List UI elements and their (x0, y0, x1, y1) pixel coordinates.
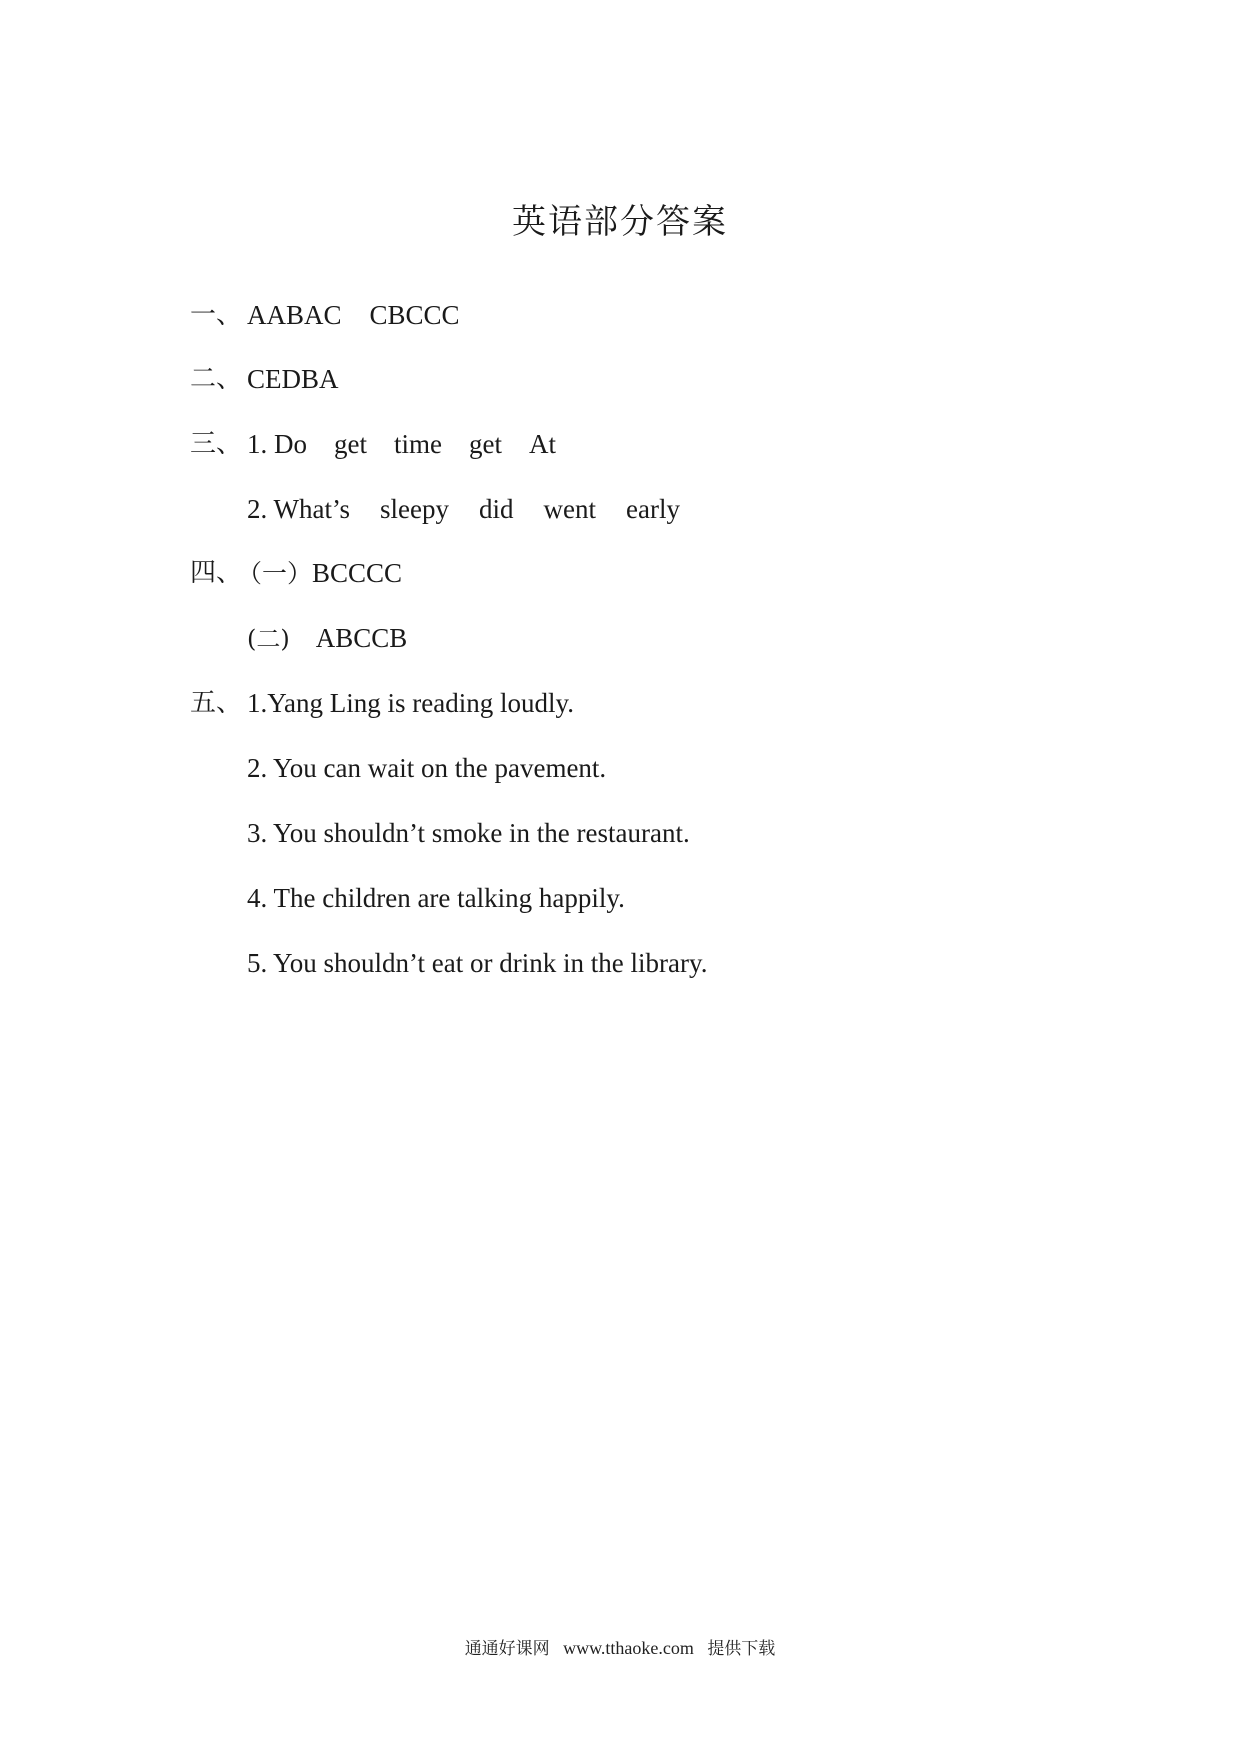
answer-word: 2. What’s (247, 494, 350, 524)
footer (0, 1634, 1240, 1659)
answer-word: At (529, 429, 556, 459)
sentence: 2. You can wait on the pavement. (247, 753, 607, 783)
answer-word: did (478, 494, 514, 524)
sentence: 4. The children are talking happily. (247, 883, 625, 913)
footer-site-name: 通通好课网 (464, 1639, 550, 1659)
answer-word: early (625, 494, 680, 524)
footer-url[interactable]: www.tthaoke.com (563, 1638, 694, 1658)
section-4-part-1-answer: BCCCC (312, 558, 403, 588)
sentence: 3. You shouldn’t smoke in the restaurant. (247, 818, 690, 848)
section-3-line-1-answers (247, 427, 556, 461)
answer-word: get (334, 429, 367, 459)
answer-word: get (469, 429, 502, 459)
section-3-line-2-answers (247, 492, 710, 526)
sentence: 5. You shouldn’t eat or drink in the library. (247, 948, 708, 978)
section-4-part-1-content (237, 556, 402, 591)
section-4-part-2-answer: ABCCB (315, 623, 408, 653)
section-2-marker: 二、 (190, 364, 243, 394)
section-1-answers (247, 298, 460, 332)
section-4-part-2-content (247, 621, 407, 656)
section-3-marker: 三、 (190, 429, 243, 459)
section-1-marker: 一、 (190, 300, 243, 330)
answer-word: sleepy (380, 494, 449, 524)
page-title: 英语部分答案 (512, 202, 728, 242)
answer-word: 1. Do (247, 429, 307, 459)
answer-word: went (543, 494, 596, 524)
answer-group: CBCCC (369, 300, 460, 330)
section-4-marker: 四、 (190, 558, 243, 588)
answer-word: time (394, 429, 442, 459)
section-4-part-1-label: （一） (237, 559, 313, 588)
footer-suffix: 提供下载 (707, 1639, 776, 1659)
section-5-marker: 五、 (190, 688, 243, 718)
sentence: 1.Yang Ling is reading loudly. (247, 688, 574, 718)
section-4-part-2-label: (二) (247, 625, 290, 653)
answer-group: AABAC (247, 300, 342, 330)
section-2-answer: CEDBA (247, 364, 339, 394)
